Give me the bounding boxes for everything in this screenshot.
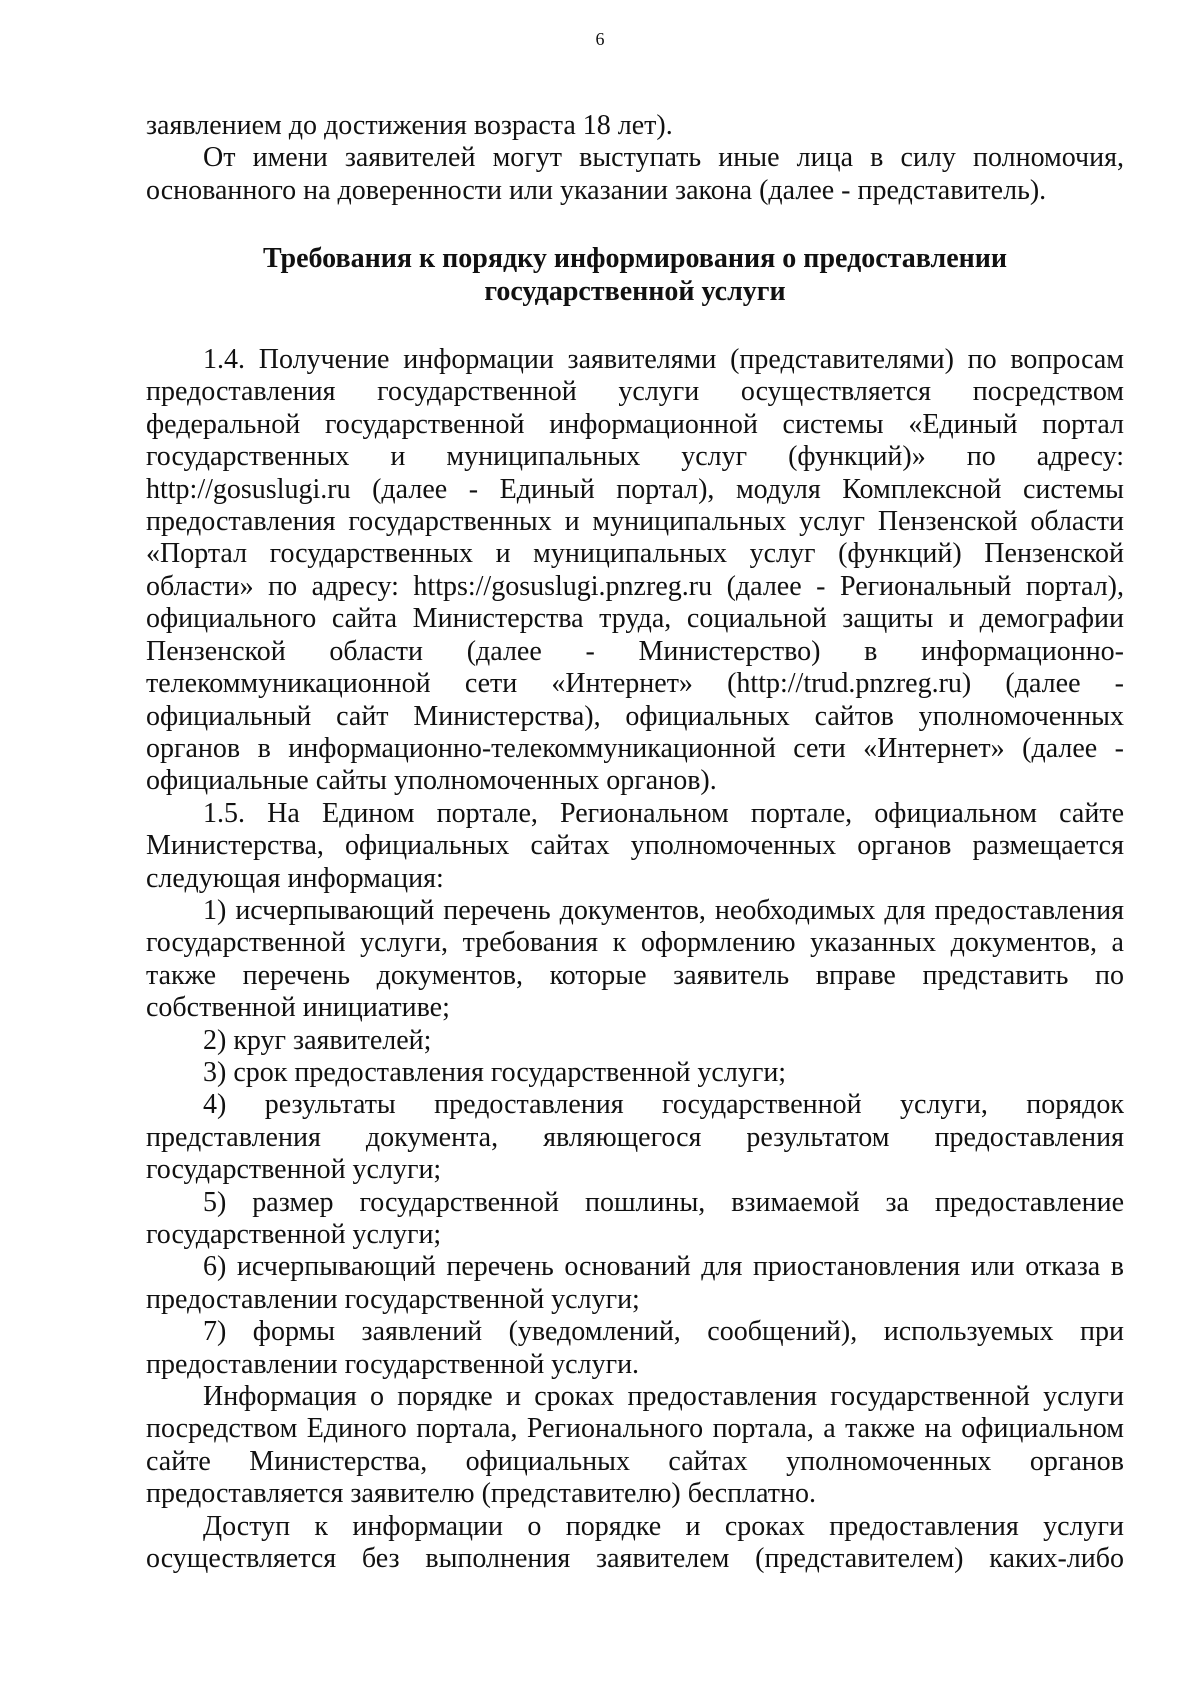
paragraph: 2) круг заявителей;	[203, 1024, 432, 1056]
paragraph: заявлением до достижения возраста 18 лет).	[146, 110, 673, 141]
paragraph: 6) исчерпывающий перечень оснований для приостановления или отказа в предоставлении государственной услуги;	[146, 1251, 1124, 1315]
section-heading-line-1: Требования к порядку информирования о предоставлении	[262, 243, 1008, 275]
paragraph: Доступ к информации о порядке и сроках предоставления услуги осуществляется без выполнения заявителем (представителем) каких-либо	[146, 1510, 1124, 1575]
intro-paragraphs	[146, 110, 1124, 207]
paragraph: 7) формы заявлений (уведомлений, сообщений), используемых при предоставлении государственной услуги.	[146, 1316, 1124, 1380]
page-number: 6	[595, 29, 605, 49]
paragraph: 3) срок предоставления государственной услуги;	[203, 1056, 787, 1088]
paragraph: 4) результаты предоставления государственной услуги, порядок представления документа, являющегося результатом предоставления государственной услуги;	[146, 1089, 1124, 1186]
paragraph: Информация о порядке и сроках предоставления государственной услуги посредством Единого портала, Регионального портала, а также на официальном сайте Министерства, официальных сайтах уполномоченных органов предоставляется заявителю (представителю) бесплатно.	[146, 1381, 1124, 1510]
paragraph: 1) исчерпывающий перечень документов, необходимых для предоставления государственной услуги, требования к оформлению указанных документов, а также перечень документов, которые заявитель вправе представить по собственной инициативе;	[146, 894, 1124, 1024]
paragraph: 1.4. Получение информации заявителями (представителями) по вопросам предоставления государственной услуги осуществляется посредством федеральной государственной информационной системы «Единый портал государственных и муниципальных услуг (функций)» по адресу: http://gosuslugi.ru (далее - Единый портал), модуля Комплексной системы предоставления государственных и муниципальных услуг Пензенской области «Портал государственных и муниципальных услуг (функций) Пензенской области» по адресу: https://gosuslugi.pnzreg.ru (далее - Региональный портал), официального сайта Министерства труда, социальной защиты и демографии Пензенской области (далее - Министерство) в информационно-телекоммуникационной сети «Интернет» (http://trud.pnzreg.ru) (далее - официальный сайт Министерства), официальных сайтов уполномоченных органов в информационно-телекоммуникационной сети «Интернет» (далее - официальные сайты уполномоченных органов).	[146, 344, 1124, 797]
paragraph: 5) размер государственной пошлины, взимаемой за предоставление государственной услуги;	[146, 1186, 1124, 1250]
main-paragraphs	[146, 344, 1124, 1575]
document-body	[146, 110, 1124, 1575]
paragraph: 1.5. На Едином портале, Региональном портале, официальном сайте Министерства, официальных сайтах уполномоченных органов размещается следующая информация:	[146, 797, 1124, 894]
paragraph: От имени заявителей могут выступать иные лица в силу полномочия, основанного на доверенности или указании закона (далее - представитель).	[146, 142, 1124, 206]
section-heading	[146, 243, 1124, 308]
section-heading-line-2: государственной услуги	[484, 275, 786, 307]
